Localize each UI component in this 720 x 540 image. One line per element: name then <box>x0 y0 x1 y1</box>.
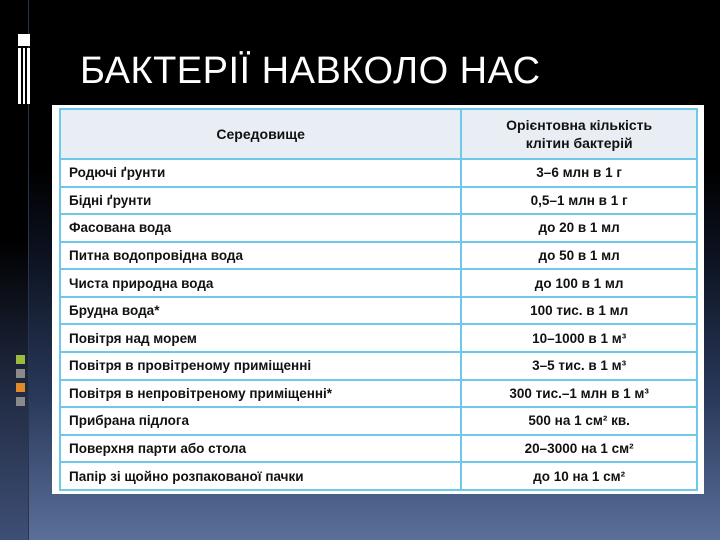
table-row <box>60 242 697 270</box>
cell-count: 500 на 1 см² кв. <box>461 407 697 435</box>
cell-count: до 10 на 1 см² <box>461 462 697 490</box>
table-row <box>60 462 697 490</box>
cell-environment: Чиста природна вода <box>60 269 461 297</box>
decorative-square-gray <box>16 369 25 378</box>
decorative-stripe <box>18 48 21 104</box>
cell-count: 3–5 тис. в 1 м³ <box>461 352 697 380</box>
cell-count: до 100 в 1 мл <box>461 269 697 297</box>
cell-environment: Бідні ґрунти <box>60 187 461 215</box>
table-row <box>60 324 697 352</box>
cell-count: до 50 в 1 мл <box>461 242 697 270</box>
header-count <box>461 109 697 159</box>
cell-count: 300 тис.–1 млн в 1 м³ <box>461 380 697 408</box>
bacteria-table-container <box>52 105 704 494</box>
cell-environment: Брудна вода* <box>60 297 461 325</box>
cell-environment: Фасована вода <box>60 214 461 242</box>
decorative-square-orange <box>16 383 25 392</box>
bacteria-table <box>59 108 698 491</box>
cell-environment: Папір зі щойно розпакованої пачки <box>60 462 461 490</box>
header-count-line2: клітин бактерій <box>525 135 633 151</box>
table-row <box>60 269 697 297</box>
decorative-stripes <box>18 34 38 104</box>
decorative-square <box>18 34 30 46</box>
slide-title: БАКТЕРІЇ НАВКОЛО НАС <box>80 50 541 92</box>
decorative-stripe <box>23 48 25 104</box>
table-row <box>60 435 697 463</box>
cell-environment: Повітря в непровітреному приміщенні* <box>60 380 461 408</box>
table-row <box>60 159 697 187</box>
table-header-row <box>60 109 697 159</box>
decorative-squares <box>16 355 28 411</box>
cell-environment: Родючі ґрунти <box>60 159 461 187</box>
cell-environment: Повітря над морем <box>60 324 461 352</box>
cell-environment: Прибрана підлога <box>60 407 461 435</box>
cell-environment: Повітря в провітреному приміщенні <box>60 352 461 380</box>
decorative-stripe <box>27 48 30 104</box>
table-row <box>60 214 697 242</box>
header-count-line1: Орієнтовна кількість <box>506 116 653 133</box>
table-row <box>60 297 697 325</box>
table-row <box>60 380 697 408</box>
table-row <box>60 187 697 215</box>
table-row <box>60 352 697 380</box>
cell-count: 20–3000 на 1 см² <box>461 435 697 463</box>
cell-count: 100 тис. в 1 мл <box>461 297 697 325</box>
header-environment: Середовище <box>60 109 461 159</box>
cell-environment: Питна водопровідна вода <box>60 242 461 270</box>
cell-count: 0,5–1 млн в 1 г <box>461 187 697 215</box>
cell-count: до 20 в 1 мл <box>461 214 697 242</box>
decorative-square-green <box>16 355 25 364</box>
cell-count: 3–6 млн в 1 г <box>461 159 697 187</box>
cell-environment: Поверхня парти або стола <box>60 435 461 463</box>
table-row <box>60 407 697 435</box>
decorative-square-gray <box>16 397 25 406</box>
cell-count: 10–1000 в 1 м³ <box>461 324 697 352</box>
